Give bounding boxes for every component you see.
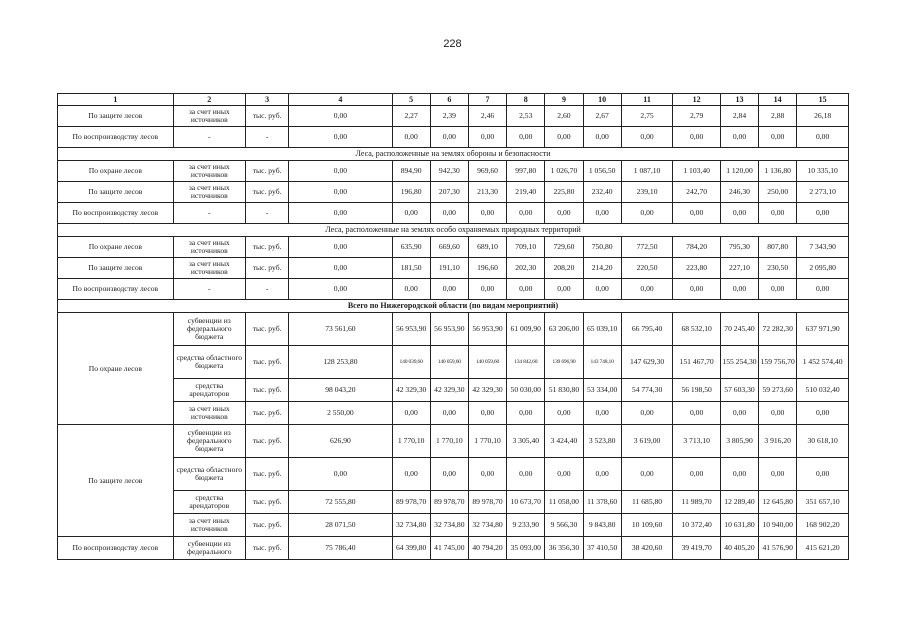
funding-source: субвенции из федерального бюджета	[173, 425, 245, 458]
table-cell: 669,60	[430, 237, 468, 258]
table-cell: 0,00	[545, 402, 583, 425]
table-cell: 2,67	[583, 106, 621, 127]
table-cell: 2,46	[468, 106, 506, 127]
table-row	[58, 203, 849, 224]
table-cell: 0,00	[673, 127, 721, 148]
table-cell: 134 842,60	[507, 346, 545, 379]
table-cell: 32 734,80	[468, 514, 506, 537]
activity-name: По воспроизводству лесов	[58, 127, 174, 148]
table-cell: 0,00	[430, 458, 468, 491]
table-cell: 56 953,90	[392, 313, 430, 346]
funding-source: субвенции из федерального	[173, 537, 245, 560]
table-cell: 0,00	[583, 203, 621, 224]
table-cell: 784,20	[673, 237, 721, 258]
column-number: 15	[797, 94, 849, 106]
table-cell: 3 305,40	[507, 425, 545, 458]
funding-source: средства арендаторов	[173, 491, 245, 514]
funding-source: -	[173, 127, 245, 148]
table-row	[58, 425, 849, 458]
table-cell: 0,00	[289, 203, 392, 224]
table-cell: 11 989,70	[673, 491, 721, 514]
table-row	[58, 279, 849, 300]
table-cell: 10 673,70	[507, 491, 545, 514]
table-cell: 239,10	[621, 182, 673, 203]
table-cell: 54 774,30	[621, 379, 673, 402]
table-cell: 242,70	[673, 182, 721, 203]
section-title: Всего по Нижегородской области (по видам мероприятий)	[58, 300, 849, 313]
table-cell: 1 770,10	[392, 425, 430, 458]
table-cell: 0,00	[673, 458, 721, 491]
table-cell: 28 071,50	[289, 514, 392, 537]
table-cell: 0,00	[430, 279, 468, 300]
unit: -	[245, 279, 288, 300]
table-cell: 0,00	[430, 402, 468, 425]
table-cell: 36 356,30	[545, 537, 583, 560]
column-number: 13	[720, 94, 758, 106]
table-cell: 250,00	[759, 182, 797, 203]
section-row	[58, 300, 849, 313]
table-cell: 0,00	[392, 402, 430, 425]
table-cell: 795,30	[720, 237, 758, 258]
funding-source: за счет иных источников	[173, 258, 245, 279]
table-cell: 0,00	[759, 203, 797, 224]
column-number: 10	[583, 94, 621, 106]
table-cell: 0,00	[673, 402, 721, 425]
table-cell: 0,00	[392, 279, 430, 300]
table-cell: 0,00	[759, 458, 797, 491]
table-cell: 202,30	[507, 258, 545, 279]
table-cell: 9 843,80	[583, 514, 621, 537]
table-cell: 0,00	[507, 127, 545, 148]
table-cell: 0,00	[507, 458, 545, 491]
table-cell: 0,00	[797, 402, 849, 425]
unit: -	[245, 203, 288, 224]
table-cell: 807,80	[759, 237, 797, 258]
table-cell: 98 043,20	[289, 379, 392, 402]
table-cell: 3 424,40	[545, 425, 583, 458]
table-cell: 1 770,10	[468, 425, 506, 458]
unit: тыс. руб.	[245, 514, 288, 537]
table-cell: 0,00	[392, 458, 430, 491]
table-cell: 0,00	[289, 127, 392, 148]
table-cell: 225,80	[545, 182, 583, 203]
table-cell: 2,88	[759, 106, 797, 127]
table-cell: 0,00	[468, 279, 506, 300]
table-cell: 1 026,70	[545, 161, 583, 182]
table-cell: 3 523,80	[583, 425, 621, 458]
table-cell: 1 120,00	[720, 161, 758, 182]
table-row	[58, 313, 849, 346]
table-cell: 1 087,10	[621, 161, 673, 182]
table-cell: 208,20	[545, 258, 583, 279]
table-cell: 0,00	[430, 127, 468, 148]
table-cell: 30 618,10	[797, 425, 849, 458]
table-cell: 0,00	[621, 279, 673, 300]
table-cell: 2 095,80	[797, 258, 849, 279]
table-cell: 140 039,60	[392, 346, 430, 379]
funding-source: за счет иных источников	[173, 402, 245, 425]
table-cell: 140 059,60	[468, 346, 506, 379]
table-cell: 220,50	[621, 258, 673, 279]
table-cell: 750,80	[583, 237, 621, 258]
table-cell: 510 032,40	[797, 379, 849, 402]
table-cell: 0,00	[289, 237, 392, 258]
section-row	[58, 148, 849, 161]
table-cell: 997,80	[507, 161, 545, 182]
table-cell: 0,00	[720, 279, 758, 300]
table-cell: 0,00	[583, 402, 621, 425]
table-cell: 0,00	[507, 279, 545, 300]
unit: тыс. руб.	[245, 237, 288, 258]
activity-name: По охране лесов	[58, 237, 174, 258]
table-row	[58, 346, 849, 379]
table-cell: 10 631,80	[720, 514, 758, 537]
funding-source: субвенции из федерального бюджета	[173, 313, 245, 346]
table-cell: 637 971,90	[797, 313, 849, 346]
table-cell: 0,00	[392, 127, 430, 148]
table-cell: 89 978,70	[430, 491, 468, 514]
activity-name: По воспроизводству лесов	[58, 537, 174, 560]
unit: тыс. руб.	[245, 161, 288, 182]
table-cell: 0,00	[468, 203, 506, 224]
table-cell: 3 713,10	[673, 425, 721, 458]
table-cell: 942,30	[430, 161, 468, 182]
table-cell: 3 916,20	[759, 425, 797, 458]
column-number: 14	[759, 94, 797, 106]
unit: тыс. руб.	[245, 379, 288, 402]
table-cell: 2,27	[392, 106, 430, 127]
table-cell: 65 039,10	[583, 313, 621, 346]
table-cell: 42 329,30	[430, 379, 468, 402]
activity-name: По охране лесов	[58, 313, 174, 425]
table-cell: 0,00	[289, 161, 392, 182]
table-cell: 32 734,80	[392, 514, 430, 537]
table-cell: 59 273,60	[759, 379, 797, 402]
table-cell: 41 576,90	[759, 537, 797, 560]
funding-source: средства арендаторов	[173, 379, 245, 402]
table-cell: 40 405,20	[720, 537, 758, 560]
unit: тыс. руб.	[245, 106, 288, 127]
table-cell: 0,00	[621, 402, 673, 425]
table-cell: 35 093,00	[507, 537, 545, 560]
table-cell: 10 940,00	[759, 514, 797, 537]
funding-source: за счет иных источников	[173, 237, 245, 258]
table-cell: 0,00	[289, 106, 392, 127]
table-cell: 0,00	[797, 127, 849, 148]
table-cell: 230,50	[759, 258, 797, 279]
table-row	[58, 379, 849, 402]
table-cell: 0,00	[720, 203, 758, 224]
table-cell: 0,00	[673, 279, 721, 300]
table-cell: 56 198,50	[673, 379, 721, 402]
column-number: 12	[673, 94, 721, 106]
table-cell: 2,60	[545, 106, 583, 127]
table-cell: 68 532,10	[673, 313, 721, 346]
table-cell: 42 329,30	[392, 379, 430, 402]
column-number: 9	[545, 94, 583, 106]
table-cell: 0,00	[507, 203, 545, 224]
table-cell: 0,00	[797, 203, 849, 224]
funding-source: за счет иных источников	[173, 161, 245, 182]
column-number: 6	[430, 94, 468, 106]
table-row	[58, 514, 849, 537]
table-cell: 196,80	[392, 182, 430, 203]
table-cell: 168 902,20	[797, 514, 849, 537]
table-cell: 32 734,80	[430, 514, 468, 537]
table-cell: 89 978,70	[468, 491, 506, 514]
table-cell: 2 273,10	[797, 182, 849, 203]
table-cell: 3 619,00	[621, 425, 673, 458]
table-cell: 894,90	[392, 161, 430, 182]
page-number: 228	[443, 38, 462, 50]
unit: тыс. руб.	[245, 182, 288, 203]
table-cell: 61 009,90	[507, 313, 545, 346]
table-cell: 1 770,10	[430, 425, 468, 458]
table-cell: 89 978,70	[392, 491, 430, 514]
table-cell: 64 399,80	[392, 537, 430, 560]
table-cell: 10 372,40	[673, 514, 721, 537]
table-cell: 191,10	[430, 258, 468, 279]
table-cell: 50 030,00	[507, 379, 545, 402]
table-row	[58, 106, 849, 127]
table-cell: 0,00	[545, 279, 583, 300]
table-cell: 2,79	[673, 106, 721, 127]
table-cell: 147 629,30	[621, 346, 673, 379]
unit: тыс. руб.	[245, 313, 288, 346]
table-cell: 772,50	[621, 237, 673, 258]
table-cell: 143 748,10	[583, 346, 621, 379]
table-cell: 53 334,00	[583, 379, 621, 402]
unit: тыс. руб.	[245, 346, 288, 379]
table-cell: 0,00	[583, 279, 621, 300]
table-cell: 11 685,80	[621, 491, 673, 514]
funding-source: за счет иных источников	[173, 106, 245, 127]
table-cell: 0,00	[583, 458, 621, 491]
table-cell: 196,60	[468, 258, 506, 279]
table-cell: 72 555,80	[289, 491, 392, 514]
table-cell: 0,00	[545, 458, 583, 491]
table-cell: 1 056,50	[583, 161, 621, 182]
table-row	[58, 491, 849, 514]
section-row	[58, 224, 849, 237]
table-cell: 140 059,60	[430, 346, 468, 379]
table-cell: 223,80	[673, 258, 721, 279]
funding-source: -	[173, 279, 245, 300]
table-cell: 227,10	[720, 258, 758, 279]
table-cell: 40 794,20	[468, 537, 506, 560]
table-cell: 10 335,10	[797, 161, 849, 182]
unit: -	[245, 127, 288, 148]
table-cell: 1 452 574,40	[797, 346, 849, 379]
activity-name: По защите лесов	[58, 182, 174, 203]
table-cell: 42 329,30	[468, 379, 506, 402]
table-cell: 0,00	[621, 203, 673, 224]
table-cell: 626,90	[289, 425, 392, 458]
table-cell: 213,30	[468, 182, 506, 203]
column-number: 3	[245, 94, 288, 106]
table-cell: 0,00	[545, 127, 583, 148]
table-row	[58, 258, 849, 279]
table-cell: 72 282,30	[759, 313, 797, 346]
table-cell: 0,00	[289, 279, 392, 300]
table-cell: 0,00	[621, 127, 673, 148]
column-number: 1	[58, 94, 174, 106]
table-cell: 0,00	[430, 203, 468, 224]
table-cell: 0,00	[392, 203, 430, 224]
table-cell: 39 419,70	[673, 537, 721, 560]
table-cell: 63 206,00	[545, 313, 583, 346]
table-cell: 57 603,30	[720, 379, 758, 402]
table-cell: 246,30	[720, 182, 758, 203]
column-number: 8	[507, 94, 545, 106]
table-cell: 26,18	[797, 106, 849, 127]
table-cell: 155 254,30	[720, 346, 758, 379]
table-cell: 0,00	[621, 458, 673, 491]
table-cell: 128 253,80	[289, 346, 392, 379]
table-cell: 2,53	[507, 106, 545, 127]
table-cell: 7 343,90	[797, 237, 849, 258]
unit: тыс. руб.	[245, 537, 288, 560]
activity-name: По воспроизводству лесов	[58, 279, 174, 300]
table-cell: 689,10	[468, 237, 506, 258]
table-cell: 214,20	[583, 258, 621, 279]
table-cell: 0,00	[720, 458, 758, 491]
table-cell: 415 621,20	[797, 537, 849, 560]
activity-name: По защите лесов	[58, 425, 174, 537]
table-cell: 11 058,00	[545, 491, 583, 514]
table-cell: 9 566,30	[545, 514, 583, 537]
header-row	[58, 94, 849, 106]
table-row	[58, 127, 849, 148]
table-cell: 151 467,70	[673, 346, 721, 379]
activity-name: По защите лесов	[58, 106, 174, 127]
funding-source: средства областного бюджета	[173, 346, 245, 379]
table-cell: 0,00	[797, 458, 849, 491]
table-cell: 232,40	[583, 182, 621, 203]
table-row	[58, 458, 849, 491]
table-cell: 3 805,90	[720, 425, 758, 458]
table-cell: 10 109,60	[621, 514, 673, 537]
table-cell: 0,00	[797, 279, 849, 300]
table-cell: 0,00	[545, 203, 583, 224]
funding-source: -	[173, 203, 245, 224]
table-cell: 2 550,00	[289, 402, 392, 425]
table-cell: 969,60	[468, 161, 506, 182]
table-cell: 635,90	[392, 237, 430, 258]
unit: тыс. руб.	[245, 425, 288, 458]
table-cell: 0,00	[759, 127, 797, 148]
section-title: Леса, расположенные на землях обороны и безопасности	[58, 148, 849, 161]
table-cell: 0,00	[289, 182, 392, 203]
table-cell: 56 953,90	[468, 313, 506, 346]
table-cell: 0,00	[507, 402, 545, 425]
table-row	[58, 537, 849, 560]
table-cell: 41 745,00	[430, 537, 468, 560]
table-cell: 0,00	[583, 127, 621, 148]
table-cell: 38 420,60	[621, 537, 673, 560]
column-number: 2	[173, 94, 245, 106]
table-row	[58, 237, 849, 258]
table-cell: 0,00	[759, 279, 797, 300]
table-cell: 0,00	[759, 402, 797, 425]
table-cell: 66 795,40	[621, 313, 673, 346]
table-cell: 709,10	[507, 237, 545, 258]
unit: тыс. руб.	[245, 458, 288, 491]
table-cell: 0,00	[720, 127, 758, 148]
funding-source: средства областного бюджета	[173, 458, 245, 491]
funding-source: за счет иных источников	[173, 182, 245, 203]
unit: тыс. руб.	[245, 402, 288, 425]
activity-name: По защите лесов	[58, 258, 174, 279]
table-cell: 12 645,80	[759, 491, 797, 514]
table-row	[58, 182, 849, 203]
table-cell: 73 561,60	[289, 313, 392, 346]
table-cell: 9 233,90	[507, 514, 545, 537]
table-row	[58, 402, 849, 425]
table-cell: 2,75	[621, 106, 673, 127]
table-cell: 0,00	[720, 402, 758, 425]
column-number: 7	[468, 94, 506, 106]
unit: тыс. руб.	[245, 258, 288, 279]
table-cell: 11 378,60	[583, 491, 621, 514]
table-row	[58, 161, 849, 182]
column-number: 4	[289, 94, 392, 106]
table-cell: 51 830,80	[545, 379, 583, 402]
table-cell: 70 245,40	[720, 313, 758, 346]
table-cell: 2,39	[430, 106, 468, 127]
table-cell: 0,00	[468, 458, 506, 491]
table-cell: 0,00	[468, 127, 506, 148]
table-cell: 0,00	[673, 203, 721, 224]
activity-name: По воспроизводству лесов	[58, 203, 174, 224]
table-cell: 1 136,80	[759, 161, 797, 182]
table-cell: 139 696,90	[545, 346, 583, 379]
column-number: 11	[621, 94, 673, 106]
table-cell: 0,00	[289, 458, 392, 491]
table-cell: 0,00	[468, 402, 506, 425]
table-cell: 729,60	[545, 237, 583, 258]
table-cell: 2,84	[720, 106, 758, 127]
table-cell: 56 953,90	[430, 313, 468, 346]
table-cell: 75 786,40	[289, 537, 392, 560]
table-cell: 0,00	[289, 258, 392, 279]
forest-funding-table	[57, 93, 849, 560]
table-cell: 12 289,40	[720, 491, 758, 514]
table-cell: 219,40	[507, 182, 545, 203]
table-cell: 351 657,10	[797, 491, 849, 514]
activity-name: По охране лесов	[58, 161, 174, 182]
section-title: Леса, расположенные на землях особо охраняемых природных территорий	[58, 224, 849, 237]
table-cell: 37 410,50	[583, 537, 621, 560]
table-cell: 181,50	[392, 258, 430, 279]
unit: тыс. руб.	[245, 491, 288, 514]
table-cell: 159 756,70	[759, 346, 797, 379]
table-cell: 207,30	[430, 182, 468, 203]
funding-source: за счет иных источников	[173, 514, 245, 537]
table-cell: 1 103,40	[673, 161, 721, 182]
column-number: 5	[392, 94, 430, 106]
